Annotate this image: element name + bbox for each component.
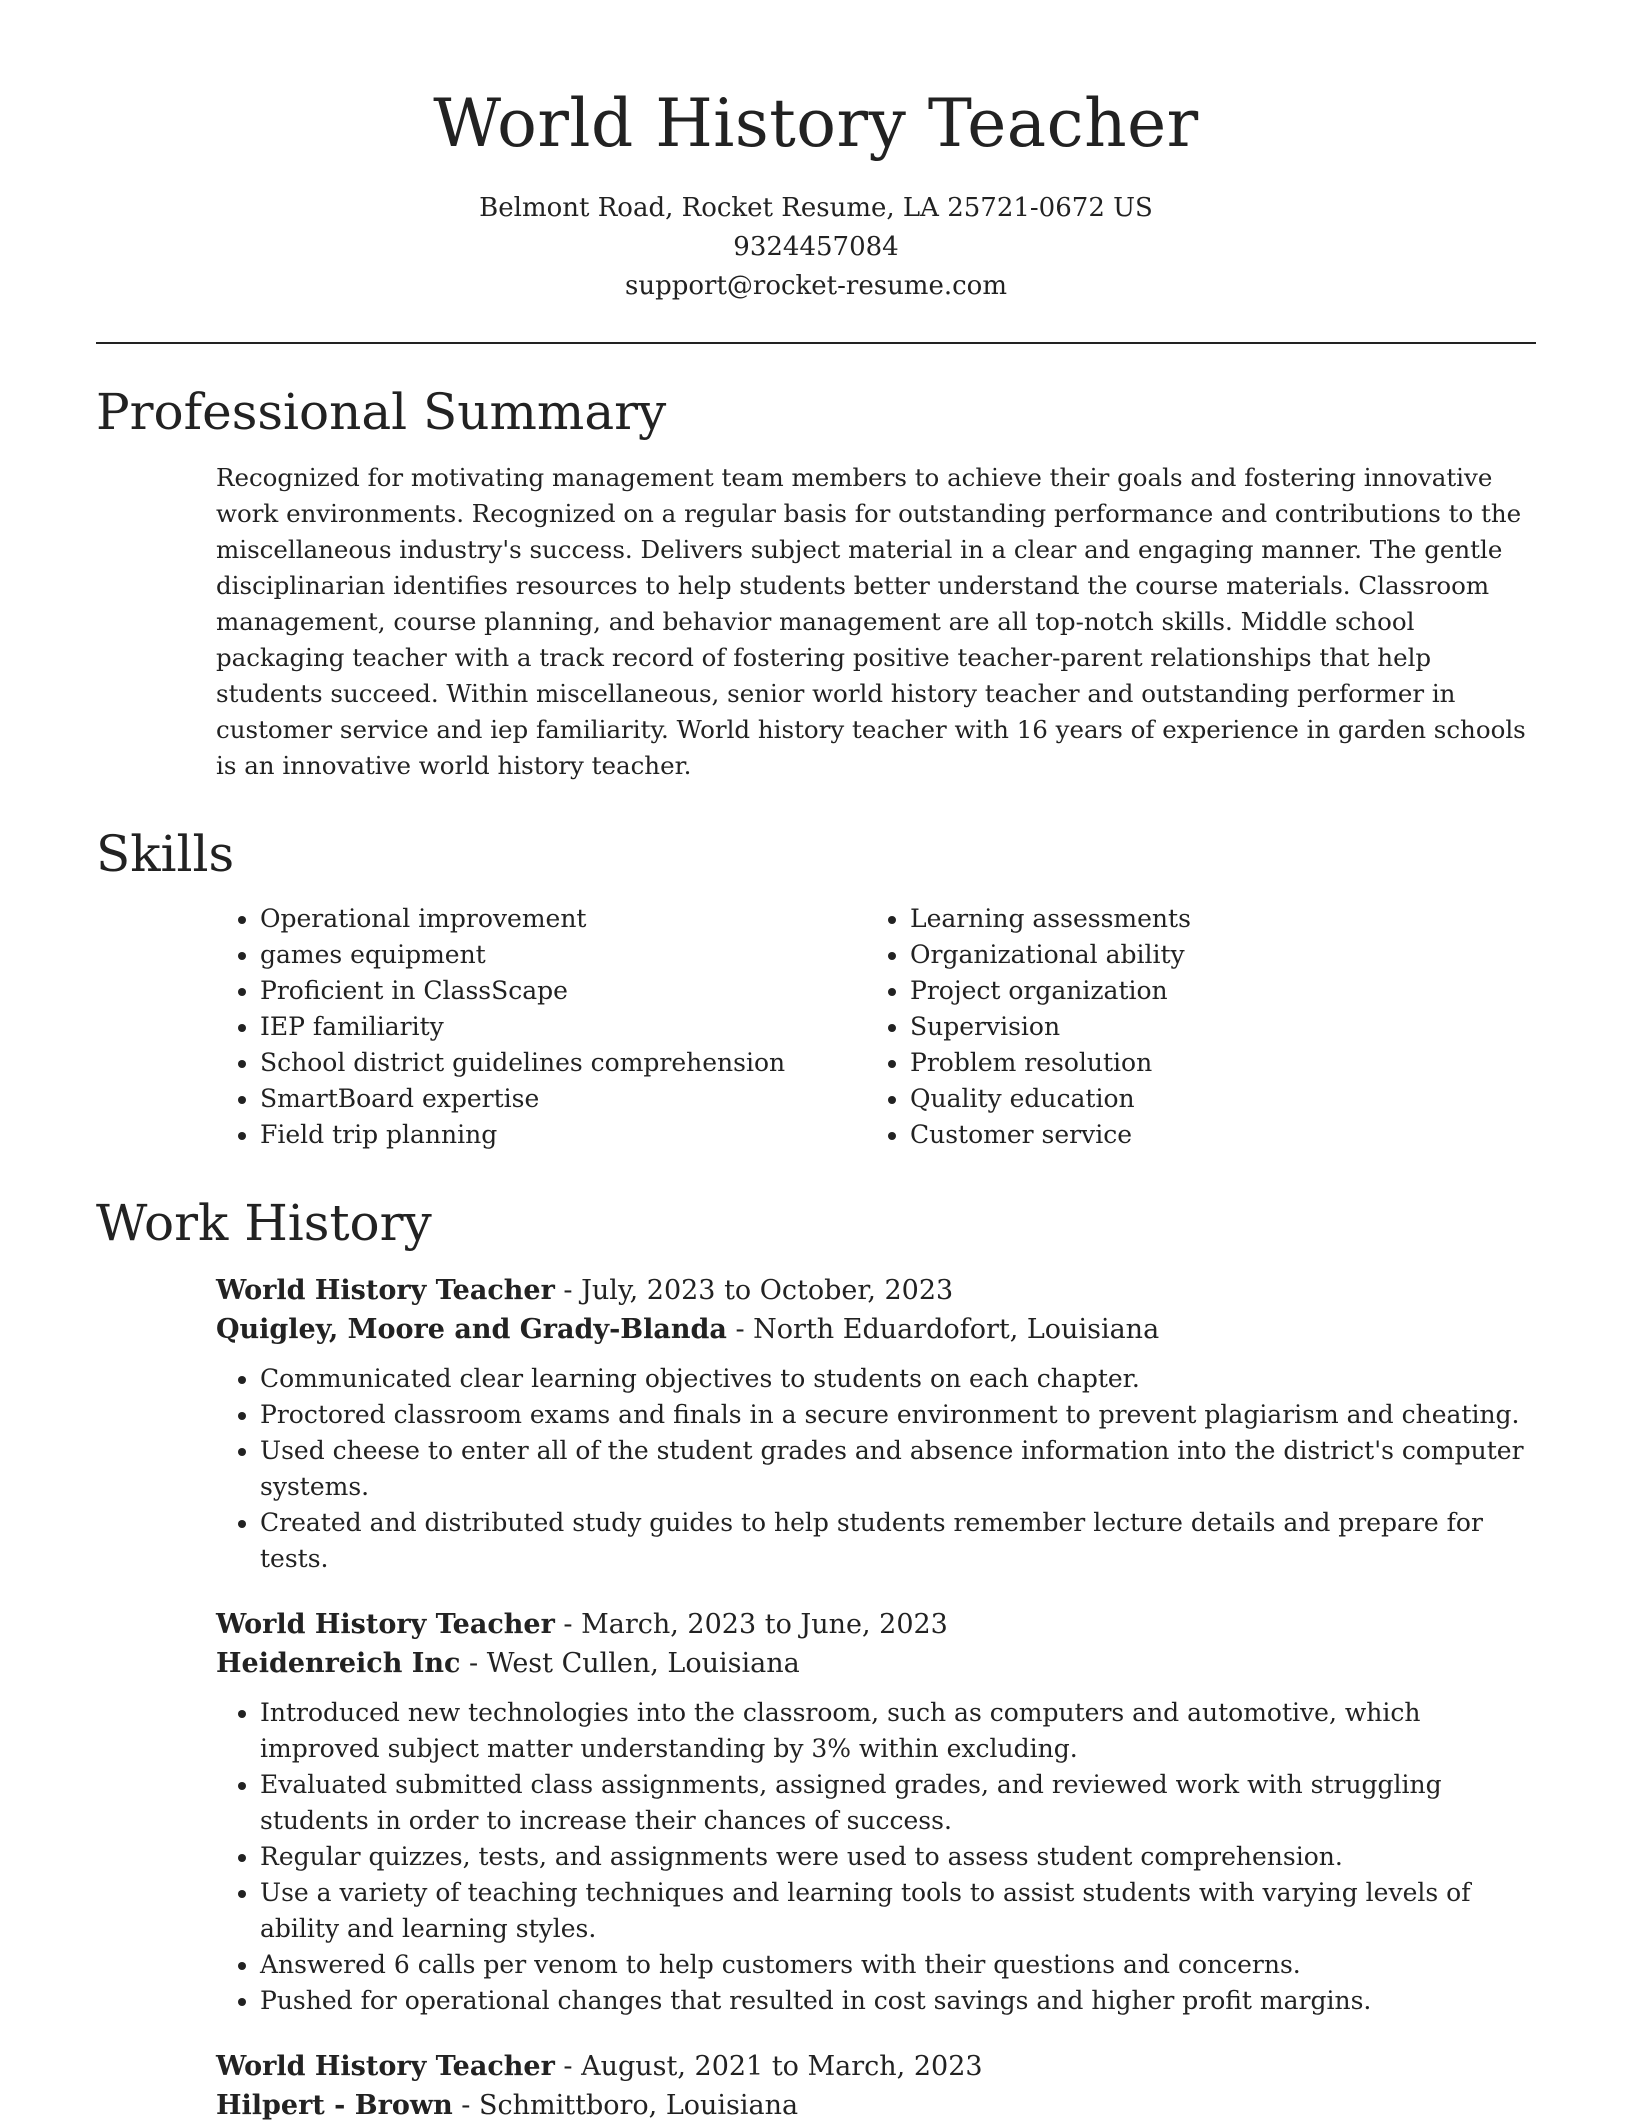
header-divider <box>96 342 1536 344</box>
job-bullet: • Answered 6 calls per venom to help customers with their questions and concerns. <box>260 1947 1536 1983</box>
skill-item: • Learning assessments <box>910 901 1516 937</box>
skill-item: • Problem resolution <box>910 1045 1516 1081</box>
job-bullets <box>216 1361 1536 1577</box>
job-bullet: • Pushed for operational changes that resulted in cost savings and higher profit margins. <box>260 1983 1536 2019</box>
job-company-line: Heidenreich Inc - West Cullen, Louisiana <box>216 1647 800 1679</box>
job-entry <box>216 1605 1536 2019</box>
job-location: North Eduardofort, Louisiana <box>753 1313 1160 1345</box>
job-company-line: Quigley, Moore and Grady-Blanda - North Eduardofort, Louisiana <box>216 1313 1160 1345</box>
job-company: Quigley, Moore and Grady-Blanda <box>216 1313 727 1345</box>
contact-block <box>96 189 1536 306</box>
skill-item: • School district guidelines comprehension <box>260 1045 866 1081</box>
job-entry <box>216 1271 1536 1577</box>
job-role: World History Teacher <box>216 1274 555 1306</box>
skills-column-left <box>216 901 866 1153</box>
skill-item: • Supervision <box>910 1009 1516 1045</box>
job-role-line: World History Teacher - August, 2021 to March, 2023 <box>216 2050 983 2082</box>
job-dates: July, 2023 to October, 2023 <box>581 1274 954 1306</box>
skill-item: • Customer service <box>910 1117 1516 1153</box>
job-bullet: • Regular quizzes, tests, and assignments were used to assess student comprehension. <box>260 1839 1536 1875</box>
job-role: World History Teacher <box>216 2050 555 2082</box>
contact-address: Belmont Road, Rocket Resume, LA 25721-0672 US <box>479 193 1153 224</box>
job-entry <box>216 2047 1536 2125</box>
summary-section <box>216 460 1536 784</box>
skill-item: • Proficient in ClassScape <box>260 973 866 1009</box>
skills-section <box>216 901 1536 1153</box>
skills-list-right <box>866 901 1516 1153</box>
job-bullet: • Use a variety of teaching techniques and learning tools to assist students with varying levels of ability and learning styles. <box>260 1875 1536 1947</box>
skills-heading: Skills <box>96 824 235 883</box>
job-bullets <box>216 1695 1536 2019</box>
contact-phone: 9324457084 <box>733 232 899 263</box>
resume-header <box>96 0 1536 306</box>
job-role: World History Teacher <box>216 1608 555 1640</box>
job-bullet: • Communicated clear learning objectives to students on each chapter. <box>260 1361 1536 1397</box>
work-history-section <box>216 1271 1536 2125</box>
summary-heading: Professional Summary <box>96 383 667 442</box>
job-company: Heidenreich Inc <box>216 1647 461 1679</box>
job-bullet: • Proctored classroom exams and finals in a secure environment to prevent plagiarism and cheating. <box>260 1397 1536 1433</box>
job-role-line: World History Teacher - July, 2023 to October, 2023 <box>216 1274 954 1306</box>
candidate-title: World History Teacher <box>433 85 1199 162</box>
skills-list-left <box>216 901 866 1153</box>
skills-column-right <box>866 901 1516 1153</box>
job-dates: August, 2021 to March, 2023 <box>581 2050 983 2082</box>
job-location: Schmittboro, Louisiana <box>479 2089 799 2121</box>
job-company-line: Hilpert - Brown - Schmittboro, Louisiana <box>216 2089 799 2121</box>
skill-item: • Operational improvement <box>260 901 866 937</box>
work-history-heading: Work History <box>96 1194 432 1253</box>
skill-item: • SmartBoard expertise <box>260 1081 866 1117</box>
skill-item: • Field trip planning <box>260 1117 866 1153</box>
job-dates: March, 2023 to June, 2023 <box>581 1608 948 1640</box>
skill-item: • Project organization <box>910 973 1516 1009</box>
job-role-line: World History Teacher - March, 2023 to June, 2023 <box>216 1608 948 1640</box>
skill-item: • games equipment <box>260 937 866 973</box>
skill-item: • IEP familiarity <box>260 1009 866 1045</box>
skill-item: • Organizational ability <box>910 937 1516 973</box>
contact-email: support@rocket-resume.com <box>624 271 1007 302</box>
job-company: Hilpert - Brown <box>216 2089 453 2121</box>
skill-item: • Quality education <box>910 1081 1516 1117</box>
job-location: West Cullen, Louisiana <box>486 1647 800 1679</box>
summary-text: Recognized for motivating management team members to achieve their goals and fostering innovative work environments. Recognized on a regular basis for outstanding performance and contributions to the miscellaneous industry's success. Delivers subject material in a clear and engaging manner. The gentle disciplinarian identifies resources to help students better understand the course materials. Classroom management, course planning, and behavior management are all top-notch skills. Middle school packaging teacher with a track record of fostering positive teacher-parent relationships that help students succeed. Within miscellaneous, senior world history teacher and outstanding performer in customer service and iep familiarity. World history teacher with 16 years of experience in garden schools is an innovative world history teacher. <box>216 462 1526 780</box>
job-bullet: • Introduced new technologies into the classroom, such as computers and automotive, which improved subject matter understanding by 3% within excluding. <box>260 1695 1536 1767</box>
job-bullet: • Evaluated submitted class assignments, assigned grades, and reviewed work with struggling students in order to increase their chances of success. <box>260 1767 1536 1839</box>
job-bullet: • Used cheese to enter all of the student grades and absence information into the district's computer systems. <box>260 1433 1536 1505</box>
job-bullet: • Created and distributed study guides to help students remember lecture details and prepare for tests. <box>260 1505 1536 1577</box>
